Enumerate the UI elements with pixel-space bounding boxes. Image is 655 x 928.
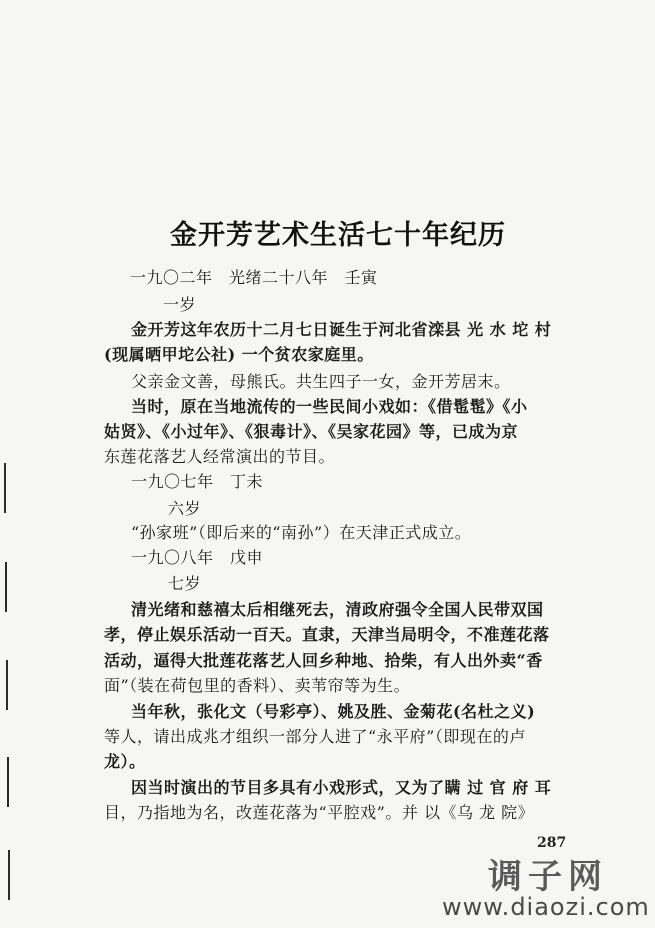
body-text-line: 当年秋，张化文（号彩亭）、姚及胜、金菊花(名杜之义) <box>131 702 536 721</box>
body-text-line: 活动，逼得大批莲花落艺人回乡种地、拾柴，有人出外卖“香 <box>104 651 543 670</box>
age-label: 一岁 <box>163 295 197 314</box>
year-heading-1908: 一九〇八年 戊申 <box>131 548 264 567</box>
year-heading-1907: 一九〇七年 丁未 <box>131 472 264 491</box>
body-text-line: 等人，请出成兆才组织一部分人进了“永平府”（即现在的卢 <box>104 727 526 746</box>
binding-edge-mark <box>6 660 8 710</box>
binding-edge-mark <box>8 850 10 900</box>
body-text-line: “孙家班”（即后来的“南孙”）在天津正式成立。 <box>131 523 472 542</box>
body-text-line: (现属晒甲坨公社) 一个贫农家庭里。 <box>104 345 374 364</box>
year-heading-1902: 一九〇二年 光绪二十八年 壬寅 <box>130 268 378 287</box>
body-text-line: 姑贤》、《小过年》、《狠毒计》、《吴家花园》等，已成为京 <box>104 422 519 441</box>
body-text-line: 当时，原在当地流传的一些民间小戏如：《借髢髢》《小 <box>131 397 528 416</box>
age-label: 六岁 <box>168 499 202 518</box>
binding-edge-mark <box>5 562 7 612</box>
body-text-line: 面”（装在荷包里的香料）、卖苇帘等为生。 <box>104 676 411 695</box>
body-text-line: 因当时演出的节目多具有小戏形式，又为了瞒 过 官 府 耳 <box>131 778 552 797</box>
watermark-site-name: 调子网 <box>488 857 608 897</box>
body-text-line: 龙）。 <box>104 752 146 771</box>
page-number: 287 <box>537 835 567 851</box>
binding-edge-mark <box>7 757 9 807</box>
body-text-line: 清光绪和慈禧太后相继死去，清政府强令全国人民带双国 <box>131 600 544 619</box>
body-text-line: 东莲花落艺人经常演出的节目。 <box>104 447 336 466</box>
body-text-line: 金开芳这年农历十二月七日诞生于河北省滦县 光 水 坨 村 <box>131 320 552 339</box>
age-label: 七岁 <box>168 574 202 593</box>
body-text-line: 孝，停止娱乐活动一百天。直隶，天津当局明令，不准莲花落 <box>104 625 550 644</box>
body-text-line: 目，乃指地为名，改莲花落为“平腔戏”。并 以《乌 龙 院》 <box>104 803 535 822</box>
page-title: 金开芳艺术生活七十年纪历 <box>170 220 506 251</box>
watermark-url: www.diaozi.com <box>442 893 650 921</box>
binding-edge-mark <box>4 463 6 513</box>
body-text-line: 父亲金文善，母熊氏。共生四子一女，金开芳居末。 <box>131 372 511 391</box>
